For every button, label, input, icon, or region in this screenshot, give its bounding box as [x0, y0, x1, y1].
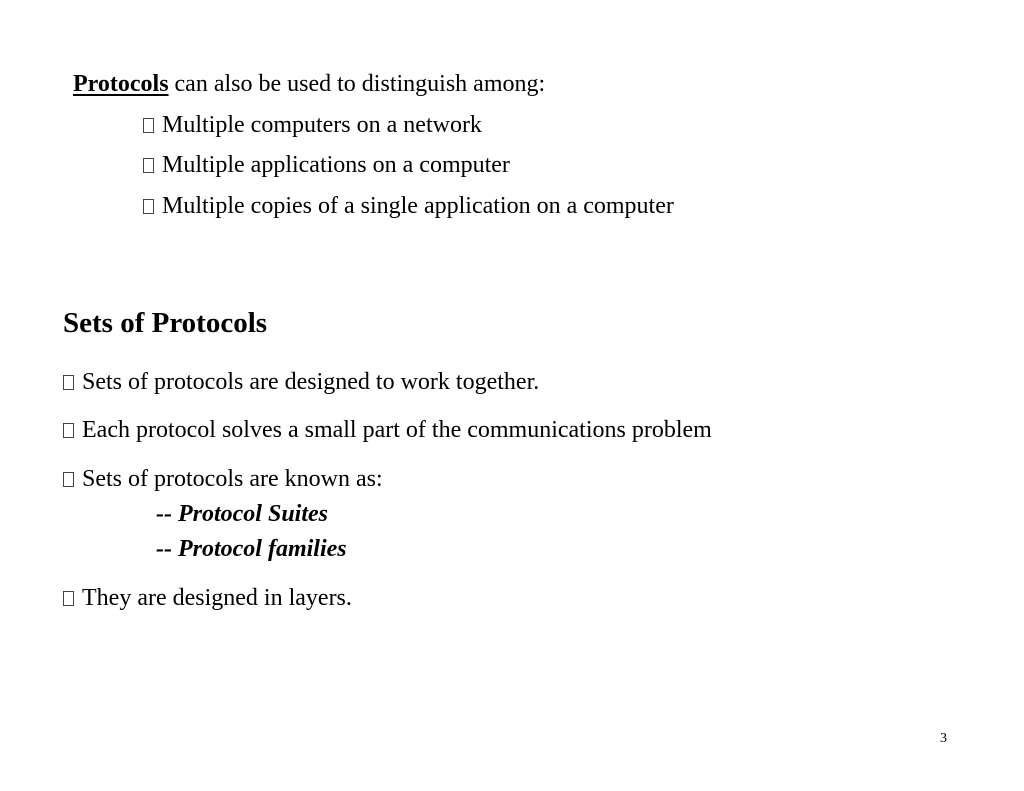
section-bullet-text: Sets of protocols are designed to work together. [82, 369, 540, 395]
section-bullet-text: They are designed in layers. [82, 585, 352, 611]
page-number: 3 [940, 731, 947, 746]
intro-list-item [143, 192, 674, 220]
intro-list-item-text: Multiple copies of a single application on a computer [162, 193, 674, 219]
protocol-suites-label: -- Protocol Suites [156, 501, 328, 527]
intro-term: Protocols [73, 71, 169, 97]
intro-list-item [143, 151, 510, 179]
protocol-families-label: -- Protocol families [156, 536, 347, 562]
bullet-icon [63, 375, 74, 390]
section-bullet-text: Each protocol solves a small part of the communications problem [82, 417, 712, 443]
intro-list-item-text: Multiple computers on a network [162, 112, 482, 138]
bullet-icon [143, 199, 154, 214]
section-heading: Sets of Protocols [63, 307, 268, 339]
section-bullet-text: Sets of protocols are known as: [82, 466, 383, 492]
intro-text: can also be used to distinguish among: [168, 71, 546, 97]
section-bullet [63, 584, 352, 612]
section-bullet [63, 368, 539, 396]
section-bullet [63, 465, 383, 493]
bullet-icon [143, 158, 154, 173]
intro-list-item-text: Multiple applications on a computer [162, 152, 510, 178]
intro-line [73, 70, 545, 98]
intro-list-item [143, 111, 482, 139]
bullet-icon [63, 423, 74, 438]
bullet-icon [63, 472, 74, 487]
section-bullet [63, 416, 712, 444]
bullet-icon [143, 118, 154, 133]
bullet-icon [63, 591, 74, 606]
